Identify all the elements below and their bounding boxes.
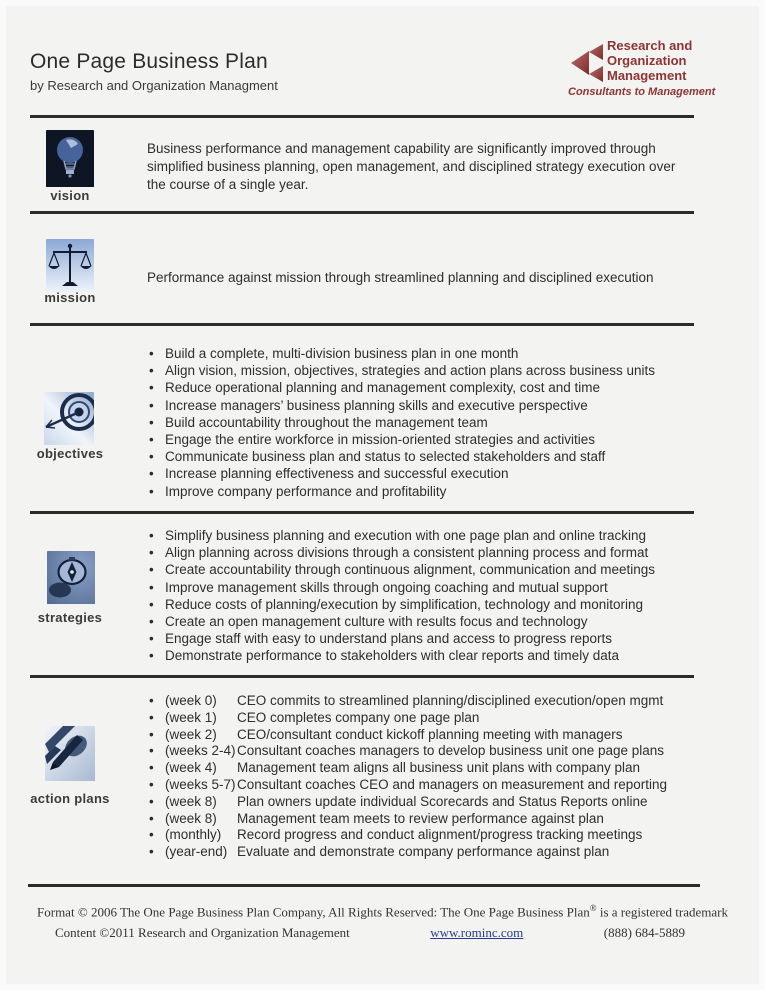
logo-triangles-icon (571, 41, 605, 88)
list-item: • Increase planning effectiveness and successful execution (148, 465, 713, 482)
logo-tagline: Consultants to Management (568, 86, 716, 98)
action-time: (weeks 5-7) (165, 776, 236, 792)
strategies-label: strategies (37, 610, 103, 625)
footer-content-copyright: Content ©2011 Research and Organization Management (55, 925, 350, 940)
action-text: CEO completes company one page plan (237, 709, 480, 725)
logo-wordmark (607, 38, 692, 83)
logo-line-3: Management (607, 68, 687, 83)
registered-trademark-symbol: ® (589, 903, 597, 913)
objectives-label: objectives (36, 446, 104, 461)
action-time: (weeks 2-4) (165, 743, 236, 759)
vision-text: Business performance and management capability are significantly improved through simplified business planning, open management, and disciplined strategy execution over the course of a single year. (147, 141, 676, 192)
list-item (148, 777, 713, 794)
list-item: • Create an open management culture with results focus and technology (148, 613, 713, 630)
list-item: • Engage staff with easy to understand plans and access to progress reports (148, 630, 713, 647)
divider (28, 884, 700, 887)
page-subtitle: by Research and Organization Managment (30, 78, 278, 93)
action-time: (week 8) (165, 810, 217, 826)
mission-label: mission (44, 290, 96, 305)
footer-contact-line (55, 925, 685, 941)
action-time: (week 1) (165, 709, 217, 725)
divider (30, 323, 694, 326)
action-time: (week 2) (165, 726, 217, 742)
list-item: • Build a complete, multi-division business plan in one month (148, 345, 713, 362)
divider (30, 511, 694, 514)
action-time: (week 8) (165, 793, 217, 809)
logo-line-2: Organization (607, 53, 687, 68)
footer-copyright-line (0, 903, 765, 920)
pen-icon (45, 726, 95, 786)
list-item (148, 844, 713, 861)
list-item: • Reduce operational planning and management complexity, cost and time (148, 379, 713, 396)
list-item: • Create accountability through continuous alignment, communication and meetings (148, 561, 713, 578)
scales-icon (46, 239, 94, 297)
vision-label: vision (50, 188, 90, 203)
list-item: • Align planning across divisions through a consistent planning process and format (148, 544, 713, 561)
action-time: (monthly) (165, 827, 222, 843)
action-text: CEO/consultant conduct kickoff planning meeting with managers (237, 726, 623, 742)
page-title: One Page Business Plan (30, 50, 268, 73)
action-time: (week 0) (165, 693, 217, 708)
divider (30, 115, 694, 118)
list-item (148, 727, 713, 744)
list-item: • Engage the entire workforce in mission-oriented strategies and activities (148, 431, 713, 448)
logo-line-1: Research and (607, 38, 693, 53)
list-item: • Communicate business plan and status to selected stakeholders and staff (148, 448, 713, 465)
list-item (148, 710, 713, 727)
action-plans-label: action plans (30, 791, 110, 806)
list-item: • Simplify business planning and execution with one page plan and online tracking (148, 527, 713, 544)
list-item (148, 811, 713, 828)
compass-icon (47, 551, 95, 609)
lightbulb-icon (46, 130, 94, 192)
list-item (148, 743, 713, 760)
list-item: • Improve company performance and profitability (148, 483, 713, 500)
action-text: Consultant coaches CEO and managers on measurement and reporting (237, 776, 667, 792)
list-item (148, 760, 713, 777)
action-text: Management team aligns all business unit plans with company plan (237, 760, 640, 776)
divider (30, 211, 694, 214)
footer-trademark-text: is a registered trademark (596, 904, 728, 920)
action-time: (week 4) (165, 760, 217, 776)
mission-text: Performance against mission through streamlined planning and disciplined execution (147, 270, 654, 285)
target-icon (44, 392, 94, 450)
list-item (148, 827, 713, 844)
website-link[interactable]: www.rominc.com (430, 925, 524, 940)
action-text: CEO commits to streamlined planning/disciplined execution/open mgmt (237, 693, 664, 708)
action-text: Plan owners update individual Scorecards and Status Reports online (237, 793, 648, 809)
list-item (148, 693, 713, 710)
action-text: Consultant coaches managers to develop business unit one page plans (237, 743, 665, 759)
footer-format-text: Format © 2006 The One Page Business Plan Company, All Rights Reserved: The One Page Business Plan (37, 904, 590, 920)
list-item: • Align vision, mission, objectives, strategies and action plans across business units (148, 362, 713, 379)
strategies-list (148, 527, 713, 665)
list-item: • Reduce costs of planning/execution by simplification, technology and monitoring (148, 596, 713, 613)
objectives-list (148, 345, 713, 500)
list-item: • Demonstrate performance to stakeholders with clear reports and timely data (148, 647, 713, 664)
action-text: Evaluate and demonstrate company performance against plan (237, 844, 610, 860)
footer-phone: (888) 684-5889 (603, 925, 685, 940)
list-item: • Build accountability throughout the management team (148, 414, 713, 431)
action-text: Management team meets to review performance against plan (237, 810, 604, 826)
divider (30, 675, 694, 678)
list-item (148, 794, 713, 811)
list-item: • Increase managers’ business planning skills and executive perspective (148, 397, 713, 414)
list-item: • Improve management skills through ongoing coaching and mutual support (148, 579, 713, 596)
action-plans-list (148, 693, 713, 861)
action-time: (year-end) (165, 844, 228, 860)
action-text: Record progress and conduct alignment/progress tracking meetings (237, 827, 643, 843)
